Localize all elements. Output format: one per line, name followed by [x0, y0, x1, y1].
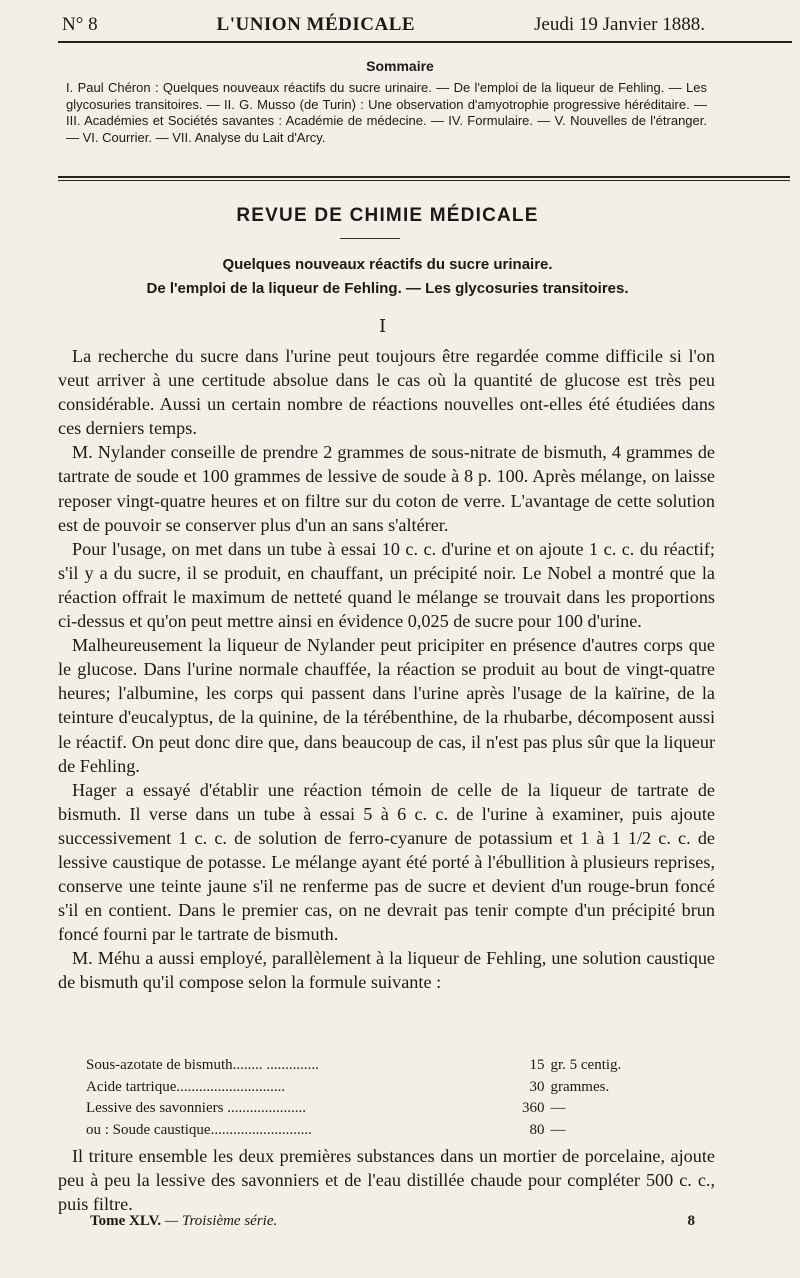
paragraph: M. Méhu a aussi employé, parallèlement à la liqueur de Fehling, une solution caustique de bismuth qu'il compose selon la formule suivante : [58, 948, 715, 993]
header-rule [58, 41, 792, 43]
formula-unit: — [550, 1100, 566, 1116]
formula-quantity: 360 [521, 1100, 545, 1116]
formula-row [86, 1120, 646, 1142]
article-body [58, 344, 715, 995]
formula-unit: — [550, 1121, 566, 1138]
formula-quantity: 30 [529, 1078, 545, 1095]
article-title: Quelques nouveaux réactifs du sucre urinaire. [222, 256, 553, 273]
formula-ingredient: ou : Soude caustique........................... [86, 1121, 312, 1138]
formula-ingredient: Lessive des savonniers ..................... [86, 1100, 306, 1116]
formula-ingredient: Sous-azotate de bismuth........ .............. [86, 1057, 319, 1073]
paragraph: Pour l'usage, on met dans un tube à essai 10 c. c. d'urine et on ajoute 1 c. c. du réactif; s'il y a du sucre, il se produit, en chauffant, un précipité noir. Le Nobel a montré que la réaction offrait le maximum de netteté quand le mélange se trouvait dans les proportions ci-dessus et qu'on peut mettre ainsi en évidence 0,025 de sucre pour 100 d'urine. [58, 538, 715, 632]
section-title: REVUE DE CHIMIE MÉDICALE [236, 205, 539, 226]
formula-row [86, 1098, 646, 1120]
paragraph: M. Nylander conseille de prendre 2 grammes de sous-nitrate de bismuth, 4 grammes de tartrate de soude et 100 grammes de lessive de soude à 8 p. 100. Après mélange, on laisse reposer vingt-quatre heures et on filtre sur du coton de verre. L'avantage de cette solution est de pouvoir se conserver plus d'un an sans s'altérer. [58, 442, 715, 535]
formula-unit: gr. 5 centig. [550, 1057, 622, 1073]
issue-number: N° 8 [62, 14, 98, 35]
formula-table [86, 1055, 646, 1141]
issue-date: Jeudi 19 Janvier 1888. [534, 14, 705, 35]
series-label: — Troisième série. [164, 1213, 278, 1229]
section-divider [340, 238, 400, 239]
footer-volume-info [90, 1213, 277, 1230]
page-number: 8 [687, 1213, 695, 1229]
formula-quantity: 15 [529, 1057, 545, 1073]
summary-text: I. Paul Chéron : Quelques nouveaux réactifs du sucre urinaire. — De l'emploi de la liqueur de Fehling. — Les glycosuries transitoires. — II. G. Musso (de Turin) : Une observation d'amyotrophie progressive héréditaire. — III. Académies et Sociétés savantes : Académie de médecine. — IV. Formulaire. — V. Nouvelles de l'étranger. — VI. Courrier. — VII. Analyse du Lait d'Arcy. [66, 80, 707, 146]
summary-rule-thin [58, 180, 790, 181]
paragraph: La recherche du sucre dans l'urine peut toujours être regardée comme difficile si l'on veut arriver à une certitude absolue dans le cas où la quantité de glucose est très peu considérable. Aussi un certain nombre de réactions nouvelles ont-elles été étudiées dans ces derniers temps. [58, 346, 715, 439]
formula-row [86, 1077, 646, 1099]
formula-ingredient: Acide tartrique............................. [86, 1078, 286, 1095]
formula-row [86, 1055, 646, 1077]
formula-unit: grammes. [550, 1078, 610, 1095]
summary-title: Sommaire [366, 58, 434, 74]
part-number: I [378, 316, 387, 337]
paragraph: Malheureusement la liqueur de Nylander peut pricipiter en présence d'autres corps que le glucose. Dans l'urine normale chauffée, la réaction se produit au bout de vingt-quatre heures; l'albumine, les corps qui passent dans l'urine après l'usage de la kaïrine, de la teinture d'eucalyptus, de la quinine, de la térébenthine, de la rhubarbe, décomposent aussi le réactif. On peut donc dire que, dans beaucoup de cas, il n'est pas plus sûr que la liqueur de Fehling. [58, 635, 715, 776]
paragraph: Hager a essayé d'établir une réaction témoin de celle de la liqueur de tartrate de bismuth. Il verse dans un tube à essai 5 à 6 c. c. de l'urine à examiner, puis ajoute successivement 1 c. c. de solution de ferro-cyanure de potassium et 1 à 1 1/2 c. c. de lessive caustique de potasse. Le mélange ayant été porté à l'ébullition à plusieurs reprises, conserve une teinte jaune s'il ne renferme pas de sucre et devient d'un rouge-brun foncé s'il en contient. Dans le premier cas, on ne devrait pas tenir compte d'un précipité brun foncé fourni par le tartrate de bismuth. [58, 779, 715, 945]
summary-rule [58, 176, 790, 178]
page-header [62, 14, 705, 38]
closing-paragraph: Il triture ensemble les deux premières substances dans un mortier de porcelaine, ajoute peu à peu la lessive des savonniers et de l'eau distillée chaude pour compléter 500 c. c., puis filtre. [58, 1146, 715, 1214]
article-subtitle: De l'emploi de la liqueur de Fehling. — Les glycosuries transitoires. [146, 280, 629, 297]
volume-label: Tome XLV. [90, 1213, 162, 1229]
formula-quantity: 80 [529, 1121, 545, 1138]
journal-title: L'UNION MÉDICALE [216, 14, 416, 35]
page-footer [90, 1213, 695, 1230]
